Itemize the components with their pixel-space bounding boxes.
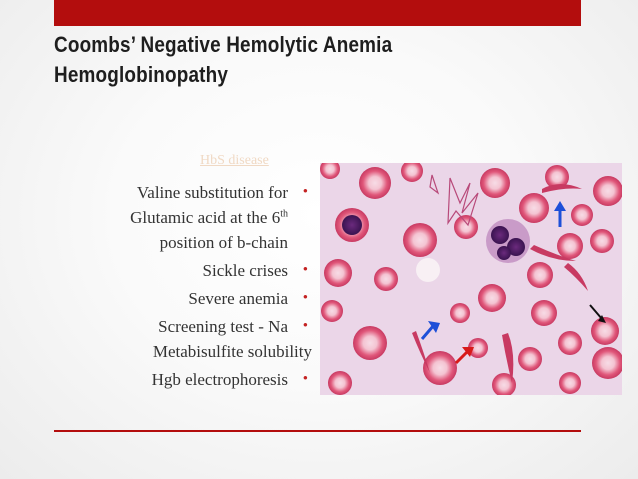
bullet-text: Sickle crises (202, 261, 288, 280)
sickle-cell-micrograph (320, 163, 622, 395)
bottom-divider (54, 430, 581, 432)
hbs-subheading: HbS disease (200, 153, 269, 168)
bullet-dot-icon: • (302, 184, 308, 200)
bullet-item (80, 258, 310, 283)
bullet-text: Severe anemia (188, 289, 288, 308)
bullet-text (80, 205, 288, 230)
bullet-dot-icon: • (302, 318, 308, 334)
bullet-text: Screening test - Na (158, 317, 288, 336)
bullet-dot-icon: • (302, 371, 308, 387)
bullet-item (80, 180, 310, 255)
bullet-item (80, 286, 310, 311)
bullet-text: position of b-chain (159, 233, 288, 252)
bullet-dot-icon: • (302, 262, 308, 278)
title-line-2: Hemoglobinopathy (54, 62, 229, 87)
slide-title (54, 30, 518, 90)
title-line-1: Coombs’ Negative Hemolytic Anemia (54, 32, 393, 57)
blood-smear-image (320, 163, 622, 395)
bullet-text-part: Glutamic acid at the 6 (130, 208, 281, 227)
bullet-list (80, 180, 310, 395)
bullet-item (80, 367, 310, 392)
bullet-text: Valine substitution for (136, 183, 288, 202)
superscript: th (280, 208, 288, 220)
bullet-text: Metabisulfite solubility (152, 342, 312, 361)
bullet-item (80, 314, 310, 364)
top-accent-bar (54, 0, 581, 26)
bullet-dot-icon: • (302, 290, 308, 306)
bullet-text: Hgb electrophoresis (151, 370, 288, 389)
